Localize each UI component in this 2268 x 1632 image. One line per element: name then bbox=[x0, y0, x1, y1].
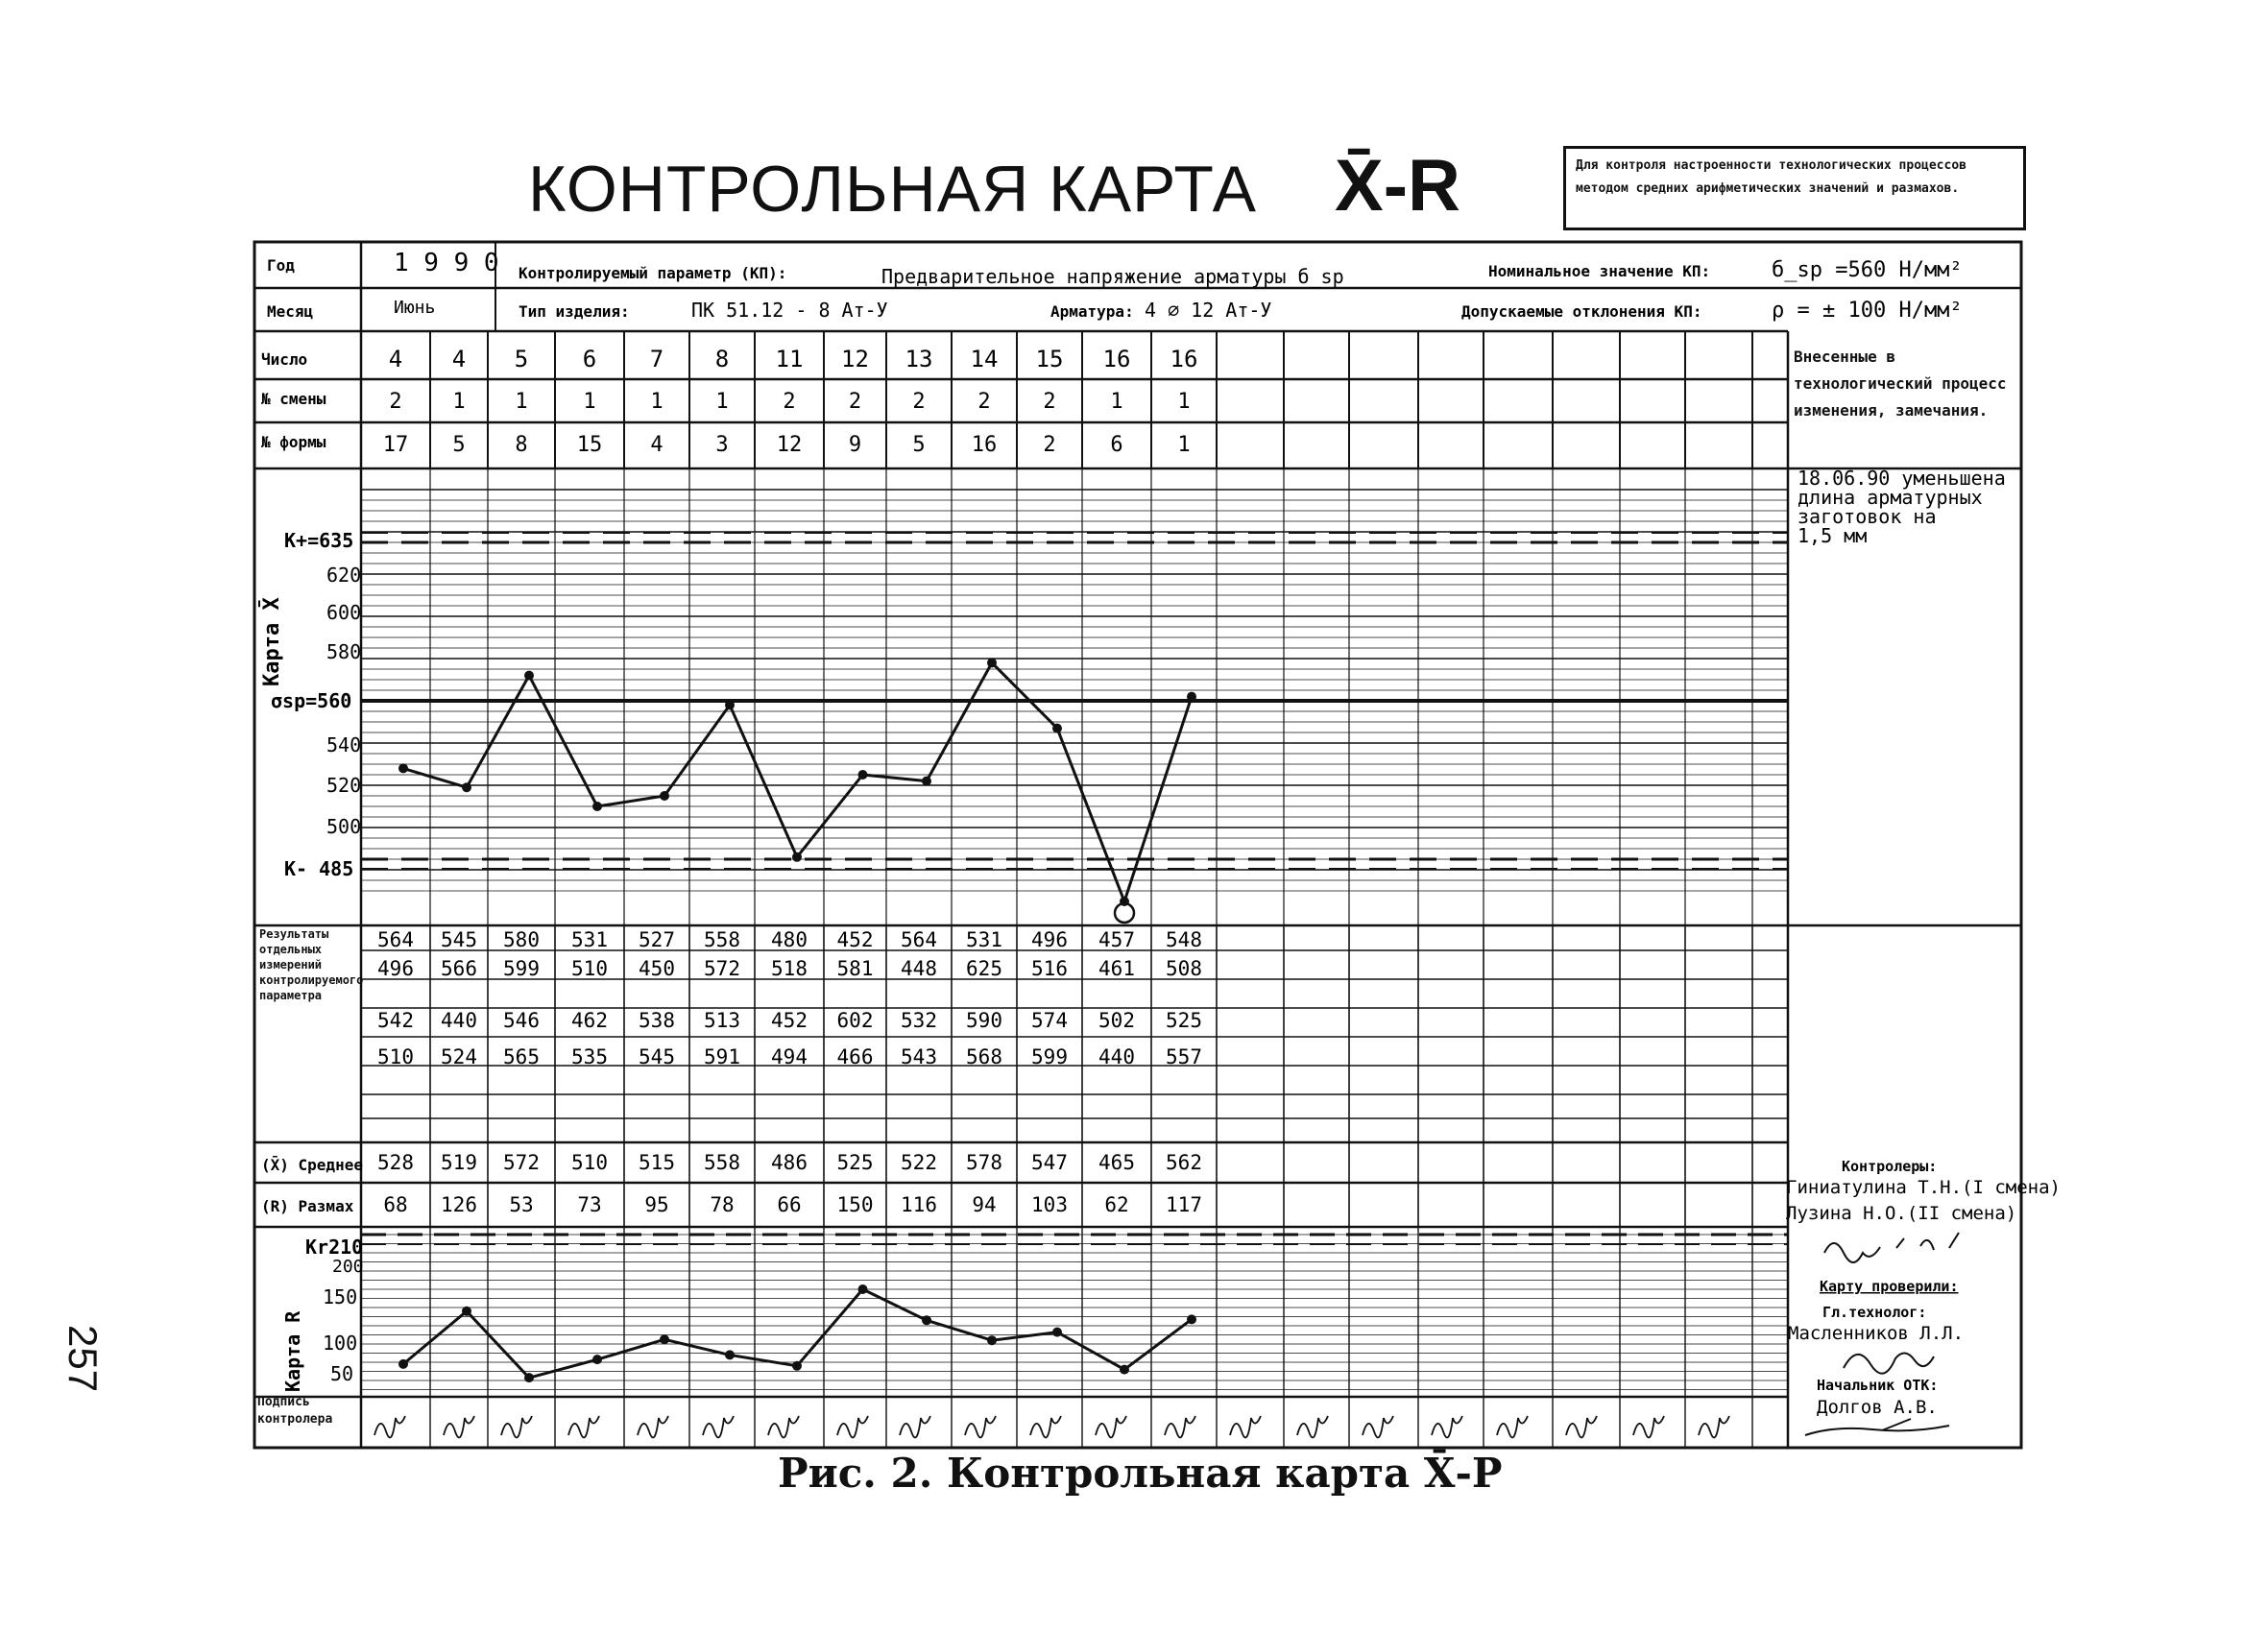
rchart-tick-100: 100 bbox=[323, 1332, 358, 1355]
form-cell: 16 bbox=[971, 433, 998, 457]
rchart-point bbox=[1120, 1365, 1129, 1375]
form-cell: 3 bbox=[715, 433, 729, 457]
rchart-point bbox=[462, 1307, 471, 1316]
day-cell: 5 bbox=[514, 346, 529, 372]
day-cell: 16 bbox=[1102, 346, 1131, 372]
rchart-k-upper: Кr210 bbox=[305, 1236, 364, 1259]
rebar-label: Арматура: bbox=[1050, 302, 1134, 321]
day-label: Число bbox=[261, 350, 308, 369]
controller-signature bbox=[1633, 1416, 1664, 1437]
xchart-point bbox=[858, 770, 868, 780]
tolerance-label: Допускаемые отклонения КП: bbox=[1461, 302, 1702, 321]
measurement-cell: 591 bbox=[704, 1045, 740, 1068]
measurement-cell: 480 bbox=[771, 928, 808, 951]
mean-cell: 515 bbox=[639, 1151, 675, 1174]
shift-cell: 1 bbox=[650, 390, 664, 414]
notes-heading-box bbox=[1794, 344, 2020, 459]
checked-label: Карту проверили: bbox=[1820, 1278, 1959, 1295]
controller-signature bbox=[444, 1416, 474, 1437]
page-number: 257 bbox=[60, 1325, 106, 1393]
shift-cell: 1 bbox=[715, 390, 729, 414]
measurement-cell: 538 bbox=[639, 1009, 675, 1032]
note-line-4: 1,5 мм bbox=[1798, 524, 1868, 547]
rchart-point bbox=[1052, 1328, 1062, 1337]
title-symbol: X̄-R bbox=[1335, 145, 1460, 227]
tech-name: Масленников Л.Л. bbox=[1788, 1323, 1965, 1344]
shift-cell: 2 bbox=[783, 390, 796, 414]
day-cell: 12 bbox=[841, 346, 869, 372]
product-value: ПК 51.12 - 8 Ат-У bbox=[691, 299, 888, 322]
rchart-point bbox=[524, 1373, 534, 1382]
xchart-k-upper: К+=635 bbox=[284, 529, 354, 552]
measurement-cell: 452 bbox=[771, 1009, 808, 1032]
xchart-point bbox=[1187, 692, 1196, 702]
measurement-cell: 557 bbox=[1166, 1045, 1202, 1068]
month-label: Месяц bbox=[267, 302, 314, 321]
measurement-cell: 572 bbox=[704, 957, 740, 980]
mean-label: (X̄) Среднее bbox=[261, 1156, 363, 1174]
measurement-cell: 450 bbox=[639, 957, 675, 980]
rchart-point bbox=[858, 1284, 868, 1294]
xchart-point bbox=[987, 658, 997, 667]
xchart-point bbox=[398, 763, 408, 773]
measurement-cell: 548 bbox=[1166, 928, 1202, 951]
rchart-point bbox=[922, 1315, 931, 1325]
range-cell: 116 bbox=[901, 1193, 937, 1216]
results-label: Результаты отдельных измерений контролируемого параметра bbox=[259, 927, 364, 1002]
mean-cell: 465 bbox=[1098, 1151, 1135, 1174]
measurement-cell: 527 bbox=[639, 928, 675, 951]
range-cell: 62 bbox=[1104, 1193, 1129, 1216]
measurement-cell: 546 bbox=[503, 1009, 540, 1032]
measurement-cell: 531 bbox=[571, 928, 608, 951]
form-cell: 8 bbox=[515, 433, 528, 457]
day-cell: 15 bbox=[1035, 346, 1064, 372]
otk-name: Долгов А.В. bbox=[1817, 1397, 1938, 1418]
shift-cell: 1 bbox=[1110, 390, 1123, 414]
range-cell: 150 bbox=[836, 1193, 874, 1216]
xchart-point bbox=[524, 671, 534, 681]
sign-label-box bbox=[257, 1394, 363, 1440]
measurement-cell: 461 bbox=[1098, 957, 1135, 980]
mean-cell: 572 bbox=[503, 1151, 540, 1174]
form-cell: 17 bbox=[382, 433, 409, 457]
rchart-tick-150: 150 bbox=[323, 1285, 358, 1308]
nominal-value: б_sp =560 Н/мм² bbox=[1772, 258, 1963, 282]
mean-cell: 525 bbox=[836, 1151, 874, 1174]
range-cell: 126 bbox=[441, 1193, 477, 1216]
form-cell: 2 bbox=[1043, 433, 1056, 457]
shift-cell: 2 bbox=[1043, 390, 1056, 414]
product-label: Тип изделия: bbox=[519, 302, 630, 321]
mean-cell: 547 bbox=[1031, 1151, 1068, 1174]
controller-1: Гиниатулина Т.Н.(I смена) bbox=[1786, 1177, 2061, 1198]
day-cell: 4 bbox=[388, 346, 403, 372]
tech-label: Гл.технолог: bbox=[1822, 1304, 1927, 1321]
measurement-cell: 545 bbox=[441, 928, 477, 951]
notes-heading: Внесенные в технологический процесс изменения, замечания. bbox=[1794, 348, 2007, 420]
results-label-box bbox=[259, 926, 365, 1118]
rchart-point bbox=[660, 1334, 669, 1344]
xchart-point bbox=[660, 791, 669, 801]
measurement-cell: 510 bbox=[571, 957, 608, 980]
day-cell: 11 bbox=[775, 346, 804, 372]
rchart-point bbox=[1187, 1314, 1196, 1324]
xchart-k-lower: К- 485 bbox=[284, 857, 354, 880]
rchart-point bbox=[987, 1335, 997, 1345]
tolerance-value: ρ = ± 100 Н/мм² bbox=[1772, 299, 1963, 323]
measurement-cell: 462 bbox=[571, 1009, 608, 1032]
xchart-tick-580: 580 bbox=[326, 640, 362, 663]
shift-cell: 2 bbox=[977, 390, 991, 414]
range-cell: 66 bbox=[777, 1193, 802, 1216]
param-value: Предварительное напряжение арматуры б_sp bbox=[881, 265, 1344, 288]
rchart-point bbox=[792, 1361, 802, 1371]
note-line-3: заготовок на bbox=[1798, 505, 1937, 528]
mean-cell: 558 bbox=[704, 1151, 740, 1174]
form-cell: 4 bbox=[650, 433, 664, 457]
nominal-label: Номинальное значение КП: bbox=[1488, 262, 1711, 280]
month-value: Июнь bbox=[394, 298, 436, 318]
xchart-tick-520: 520 bbox=[326, 774, 362, 797]
sign-label: Подпись контролера bbox=[257, 1395, 333, 1427]
form-cell: 1 bbox=[1177, 433, 1191, 457]
measurement-cell: 466 bbox=[836, 1045, 874, 1068]
measurement-cell: 543 bbox=[901, 1045, 937, 1068]
rchart-point bbox=[725, 1350, 735, 1359]
form-cell: 5 bbox=[452, 433, 466, 457]
purpose-box: Для контроля настроенности технологических процессов методом средних арифметических значений и размахов. bbox=[1563, 146, 2026, 230]
rchart-tick-50: 50 bbox=[330, 1362, 354, 1385]
xchart-tick-620: 620 bbox=[326, 564, 362, 587]
range-cell: 94 bbox=[972, 1193, 997, 1216]
year-value: 1 9 9 0 bbox=[394, 249, 499, 277]
measurement-cell: 440 bbox=[441, 1009, 477, 1032]
mean-cell: 510 bbox=[571, 1151, 608, 1174]
mean-cell: 562 bbox=[1166, 1151, 1202, 1174]
day-cell: 6 bbox=[582, 346, 597, 372]
mean-cell: 528 bbox=[377, 1151, 414, 1174]
measurement-cell: 590 bbox=[966, 1009, 1002, 1032]
measurement-cell: 457 bbox=[1098, 928, 1135, 951]
controller-signature bbox=[1566, 1416, 1597, 1437]
shift-cell: 1 bbox=[515, 390, 528, 414]
controller-signature bbox=[1497, 1416, 1528, 1437]
controller-signature bbox=[1363, 1416, 1393, 1437]
measurement-cell: 494 bbox=[771, 1045, 808, 1068]
measurement-cell: 510 bbox=[377, 1045, 414, 1068]
shift-cell: 2 bbox=[389, 390, 402, 414]
measurement-cell: 558 bbox=[704, 928, 740, 951]
xchart-point bbox=[725, 700, 735, 709]
measurement-cell: 625 bbox=[966, 957, 1002, 980]
xchart-series-line bbox=[403, 662, 1192, 901]
measurement-cell: 513 bbox=[704, 1009, 740, 1032]
note-line-2: длина арматурных bbox=[1798, 486, 1983, 509]
controller-2: Лузина Н.О.(II смена) bbox=[1786, 1203, 2017, 1224]
controller-signature bbox=[1030, 1416, 1061, 1437]
xchart-nominal: σsp=560 bbox=[271, 689, 352, 712]
measurement-cell: 564 bbox=[377, 928, 414, 951]
measurement-cell: 574 bbox=[1031, 1009, 1068, 1032]
range-cell: 53 bbox=[509, 1193, 534, 1216]
shift-cell: 1 bbox=[1177, 390, 1191, 414]
controllers-heading: Контролеры: bbox=[1842, 1158, 1938, 1175]
controller-signature bbox=[1096, 1416, 1126, 1437]
range-cell: 117 bbox=[1166, 1193, 1202, 1216]
form-cell: 5 bbox=[912, 433, 926, 457]
day-cell: 8 bbox=[714, 346, 730, 372]
measurement-cell: 568 bbox=[966, 1045, 1002, 1068]
measurement-cell: 496 bbox=[377, 957, 414, 980]
shift-cell: 2 bbox=[848, 390, 862, 414]
controller-signature bbox=[837, 1416, 868, 1437]
measurement-cell: 502 bbox=[1098, 1009, 1135, 1032]
page-title: КОНТРОЛЬНАЯ КАРТА bbox=[528, 153, 1257, 226]
rchart-axis-title: Карта R bbox=[281, 1310, 304, 1392]
measurement-cell: 532 bbox=[901, 1009, 937, 1032]
controller-signature bbox=[1699, 1416, 1729, 1437]
mean-cell: 578 bbox=[966, 1151, 1002, 1174]
controller-signature bbox=[568, 1416, 599, 1437]
param-label: Контролируемый параметр (КП): bbox=[519, 264, 787, 282]
xchart-tick-500: 500 bbox=[326, 815, 362, 838]
shift-cell: 2 bbox=[912, 390, 926, 414]
shift-cell: 1 bbox=[583, 390, 596, 414]
measurement-cell: 516 bbox=[1031, 957, 1068, 980]
measurement-cell: 440 bbox=[1098, 1045, 1135, 1068]
controller-signature bbox=[1432, 1416, 1462, 1437]
controller-signature bbox=[703, 1416, 734, 1437]
controller-signature bbox=[768, 1416, 799, 1437]
day-cell: 16 bbox=[1170, 346, 1198, 372]
measurement-cell: 524 bbox=[441, 1045, 477, 1068]
form-label: № формы bbox=[261, 433, 326, 451]
form-cell: 15 bbox=[576, 433, 603, 457]
measurement-cell: 542 bbox=[377, 1009, 414, 1032]
measurement-cell: 452 bbox=[836, 928, 874, 951]
controller-signature bbox=[374, 1416, 405, 1437]
xchart-point bbox=[922, 777, 931, 786]
measurement-cell: 564 bbox=[901, 928, 937, 951]
measurement-cell: 599 bbox=[1031, 1045, 1068, 1068]
measurement-cell: 508 bbox=[1166, 957, 1202, 980]
xchart-point bbox=[792, 852, 802, 862]
rebar-value: 4 ∅ 12 Ат-У bbox=[1145, 299, 1272, 322]
measurement-cell: 448 bbox=[901, 957, 937, 980]
year-label: Год bbox=[267, 256, 295, 275]
form-cell: 9 bbox=[848, 433, 862, 457]
mean-cell: 522 bbox=[901, 1151, 937, 1174]
controller-signature bbox=[501, 1416, 532, 1437]
measurement-cell: 580 bbox=[503, 928, 540, 951]
form-cell: 6 bbox=[1110, 433, 1123, 457]
measurement-cell: 599 bbox=[503, 957, 540, 980]
day-cell: 13 bbox=[905, 346, 933, 372]
rchart-point bbox=[398, 1359, 408, 1369]
mean-cell: 486 bbox=[771, 1151, 808, 1174]
controller-signature bbox=[1165, 1416, 1195, 1437]
note-line-1: 18.06.90 уменьшена bbox=[1798, 467, 2006, 490]
measurement-cell: 602 bbox=[836, 1009, 874, 1032]
range-cell: 103 bbox=[1031, 1193, 1068, 1216]
controller-signature bbox=[900, 1416, 930, 1437]
controller-signature bbox=[1230, 1416, 1261, 1437]
range-cell: 78 bbox=[710, 1193, 735, 1216]
measurement-cell: 525 bbox=[1166, 1009, 1202, 1032]
figure-caption: Рис. 2. Контрольная карта X̄-Р bbox=[778, 1450, 1503, 1497]
measurement-cell: 518 bbox=[771, 957, 808, 980]
xchart-tick-600: 600 bbox=[326, 601, 362, 624]
xchart-point bbox=[1052, 724, 1062, 733]
measurement-cell: 581 bbox=[836, 957, 874, 980]
range-cell: 73 bbox=[577, 1193, 602, 1216]
day-cell: 7 bbox=[649, 346, 664, 372]
day-cell: 4 bbox=[451, 346, 467, 372]
measurement-cell: 545 bbox=[639, 1045, 675, 1068]
shift-label: № смены bbox=[261, 390, 326, 408]
controller-signature bbox=[965, 1416, 996, 1437]
rchart-tick-200: 200 bbox=[332, 1257, 364, 1277]
day-cell: 14 bbox=[970, 346, 999, 372]
measurement-cell: 535 bbox=[571, 1045, 608, 1068]
xchart-point bbox=[592, 802, 602, 811]
otk-label: Начальник ОТК: bbox=[1817, 1377, 1939, 1394]
range-cell: 68 bbox=[383, 1193, 408, 1216]
shift-cell: 1 bbox=[452, 390, 466, 414]
measurement-cell: 496 bbox=[1031, 928, 1068, 951]
form-cell: 12 bbox=[776, 433, 803, 457]
xchart-point bbox=[462, 782, 471, 792]
rchart-point bbox=[592, 1355, 602, 1364]
mean-cell: 519 bbox=[441, 1151, 477, 1174]
xchart-tick-540: 540 bbox=[326, 733, 362, 756]
measurement-cell: 566 bbox=[441, 957, 477, 980]
measurement-cell: 565 bbox=[503, 1045, 540, 1068]
range-label: (R) Размах bbox=[261, 1197, 354, 1215]
xchart-axis-title: Карта X̄ bbox=[260, 597, 284, 686]
controller-signature bbox=[1297, 1416, 1328, 1437]
measurement-cell: 531 bbox=[966, 928, 1002, 951]
controller-signature bbox=[638, 1416, 668, 1437]
range-cell: 95 bbox=[644, 1193, 669, 1216]
